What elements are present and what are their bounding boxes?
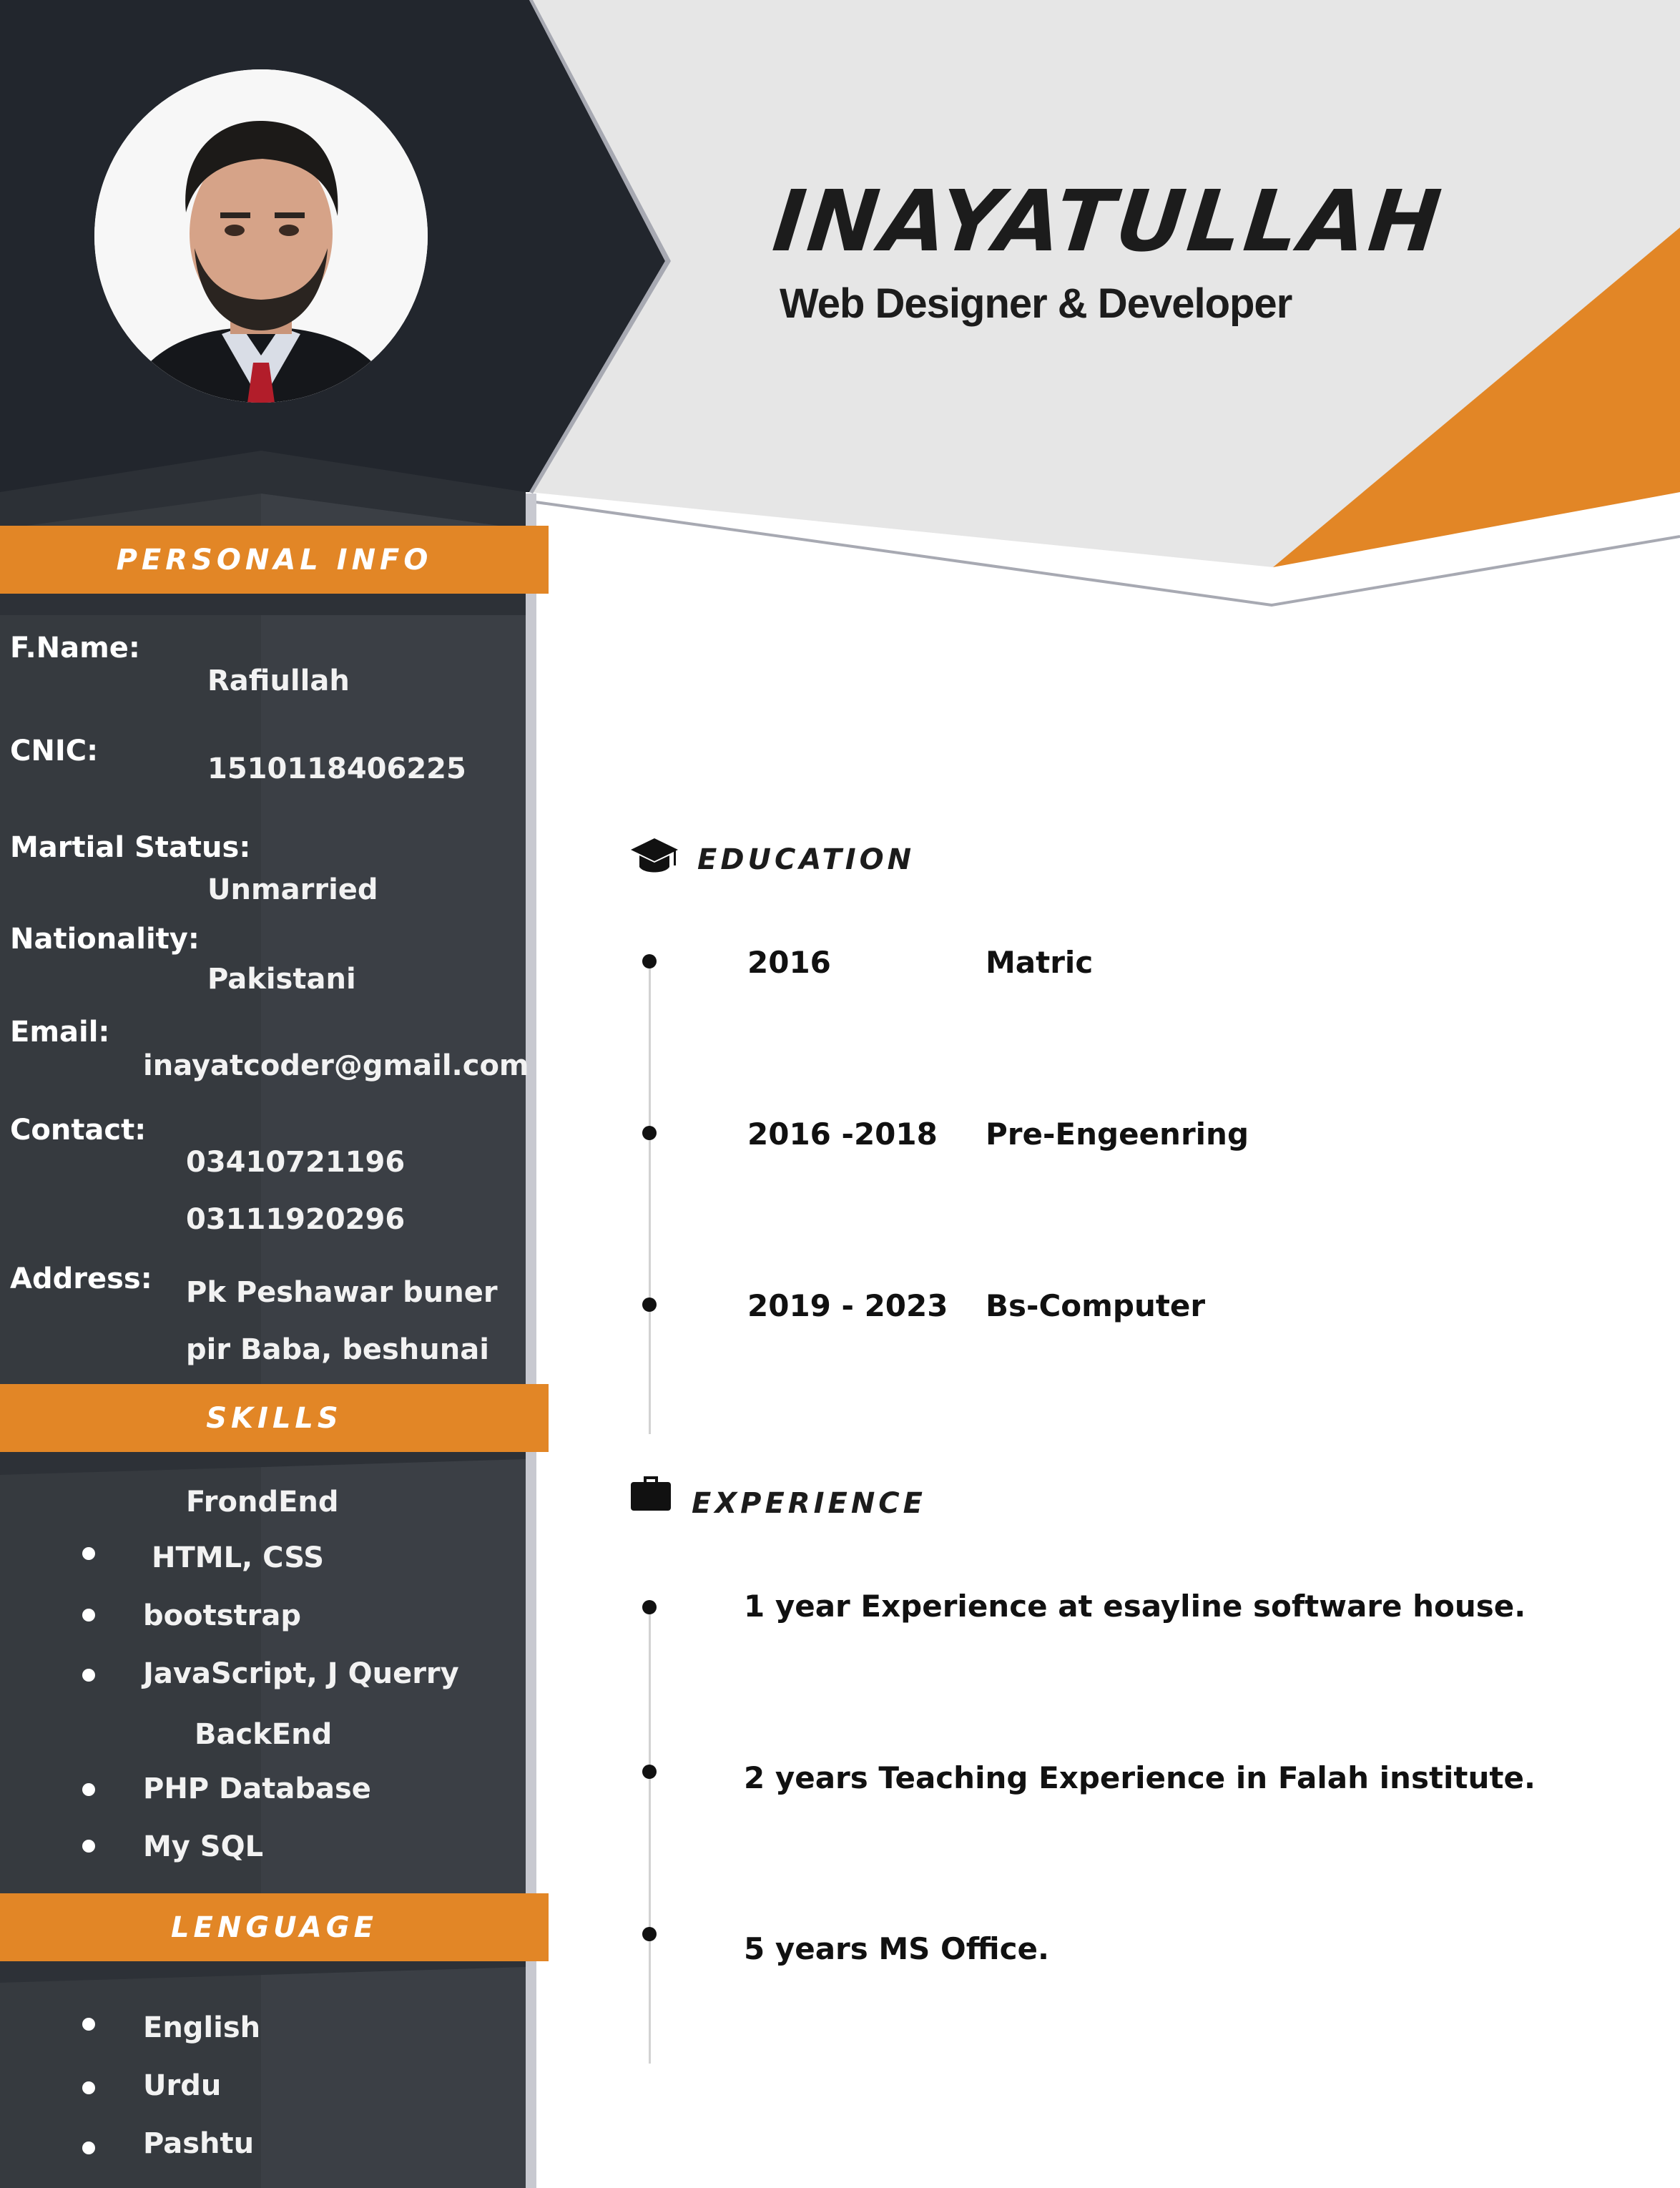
address-line-1: Pk Peshawar buner	[186, 1276, 498, 1309]
email-value[interactable]: inayatcoder@gmail.com	[143, 1049, 529, 1082]
experience-title: EXPERIENCE	[692, 1487, 926, 1520]
personal-info-title: PERSONAL INFO	[116, 543, 433, 577]
briefcase-icon	[629, 1473, 672, 1512]
education-year: 2016	[747, 945, 831, 980]
frontend-heading: FrondEnd	[186, 1486, 339, 1519]
job-title: Web Designer & Developer	[780, 280, 1292, 327]
bullet-dot	[82, 1783, 95, 1796]
marital-value: Unmarried	[207, 873, 378, 906]
language-item: Urdu	[143, 2069, 222, 2102]
language-item: Pashtu	[143, 2127, 255, 2160]
timeline-dot	[642, 1927, 657, 1941]
timeline-dot	[642, 1600, 657, 1614]
education-year: 2016 -2018	[747, 1117, 938, 1152]
education-degree: Pre-Engeenring	[986, 1117, 1249, 1152]
education-timeline-line	[649, 962, 651, 1434]
education-degree: Bs-Computer	[986, 1288, 1206, 1323]
full-name: INAYATULLAH	[768, 172, 1448, 270]
bullet-dot	[82, 2018, 95, 2031]
profile-photo	[94, 69, 428, 403]
bullet-dot	[82, 1669, 95, 1682]
education-degree: Matric	[986, 945, 1094, 980]
experience-timeline-line	[649, 1606, 651, 2064]
bullet-dot	[82, 1840, 95, 1853]
bullet-dot	[82, 2081, 95, 2094]
skills-title: SKILLS	[206, 1401, 343, 1435]
skill-item: My SQL	[143, 1830, 264, 1863]
fname-value: Rafiullah	[207, 664, 350, 697]
cnic-label: CNIC:	[10, 735, 99, 767]
timeline-dot	[642, 954, 657, 968]
language-title: LENGUAGE	[171, 1910, 378, 1944]
cnic-value: 1510118406225	[207, 752, 466, 785]
timeline-dot	[642, 1765, 657, 1779]
education-title: EDUCATION	[697, 843, 915, 876]
email-label: Email:	[10, 1016, 110, 1049]
language-item: English	[143, 2011, 261, 2044]
fname-label: F.Name:	[10, 632, 140, 664]
personal-info-header	[0, 526, 549, 594]
nationality-label: Nationality:	[10, 923, 200, 956]
address-line-2: pir Baba, beshunai	[186, 1333, 489, 1366]
experience-item: 1 year Experience at esayline software house.	[744, 1589, 1526, 1624]
nationality-value: Pakistani	[207, 963, 356, 996]
skill-item: PHP Database	[143, 1772, 371, 1805]
timeline-dot	[642, 1297, 657, 1312]
skill-item: JavaScript, J Querry	[143, 1657, 459, 1690]
experience-item: 2 years Teaching Experience in Falah institute.	[744, 1760, 1536, 1795]
address-label: Address:	[10, 1262, 152, 1295]
bullet-dot	[82, 1547, 95, 1560]
contact-label: Contact:	[10, 1114, 147, 1147]
language-header	[0, 1893, 549, 1961]
experience-item: 5 years MS Office.	[744, 1931, 1049, 1966]
marital-label: Martial Status:	[10, 831, 251, 864]
contact-value-1: 03410721196	[186, 1146, 406, 1179]
backend-heading: BackEnd	[195, 1718, 333, 1751]
graduation-cap-icon	[629, 835, 679, 878]
bullet-dot	[82, 1609, 95, 1622]
skill-item: bootstrap	[143, 1599, 301, 1632]
skills-header	[0, 1384, 549, 1452]
education-year: 2019 - 2023	[747, 1288, 948, 1323]
contact-value-2: 03111920296	[186, 1203, 406, 1236]
bullet-dot	[82, 2142, 95, 2154]
skill-item: HTML, CSS	[152, 1541, 325, 1574]
timeline-dot	[642, 1126, 657, 1140]
